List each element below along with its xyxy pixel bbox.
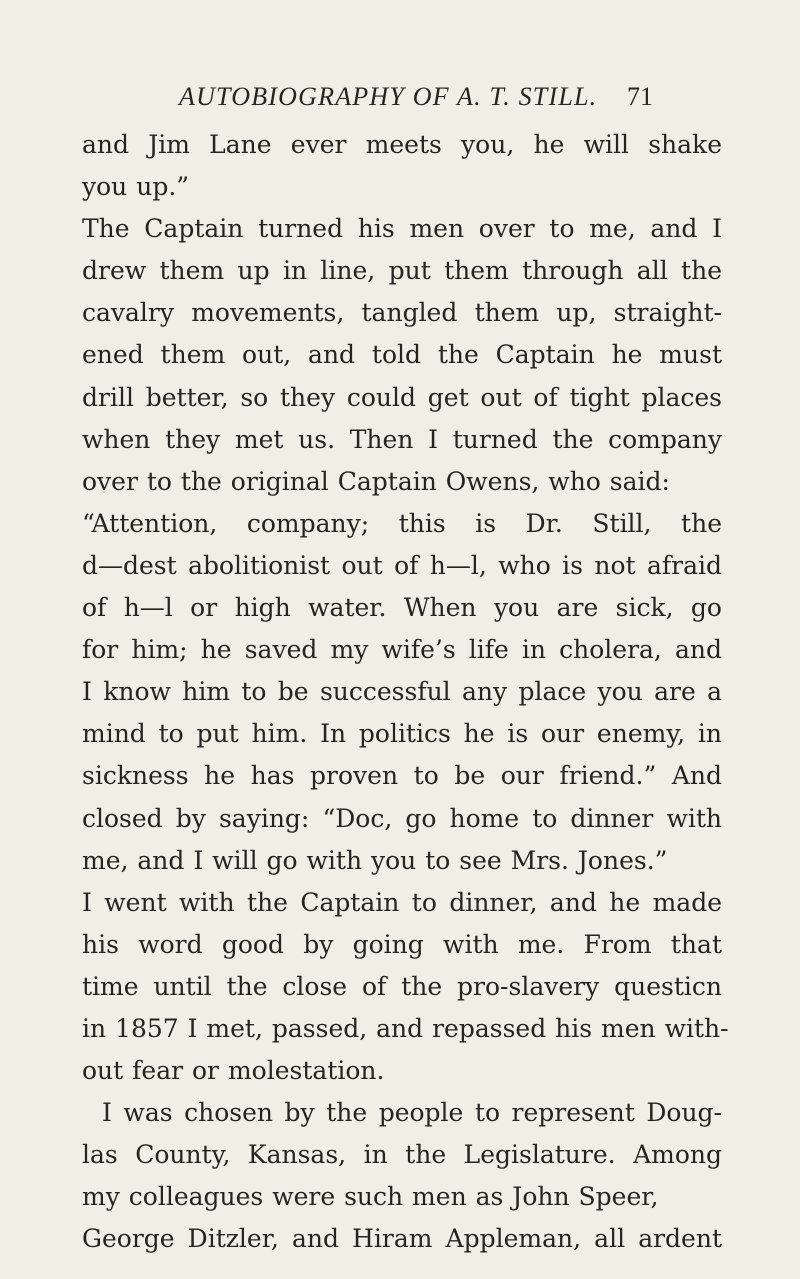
text-line: drew them up in line, put them through all the xyxy=(82,256,722,286)
text-line: mind to put him. In politics he is our enemy, in xyxy=(82,719,722,749)
text-line: I went with the Captain to dinner, and he made xyxy=(82,887,722,917)
text-line: drill better, so they could get out of tight places xyxy=(82,382,722,412)
text-line: d—dest abolitionist out of h—l, who is not afraid xyxy=(82,550,722,580)
text-line: I know him to be successful any place you are a xyxy=(82,677,722,707)
text-line: I was chosen by the people to represent Doug- xyxy=(102,1098,722,1128)
text-line: for him; he saved my wife’s life in cholera, and xyxy=(82,635,722,665)
text-line: cavalry movements, tangled them up, straight- xyxy=(82,298,722,328)
text-line: and Jim Lane ever meets you, he will shake xyxy=(82,130,722,159)
text-line: in 1857 I met, passed, and repassed his men with- xyxy=(82,1013,729,1043)
text-line: closed by saying: “Doc, go home to dinner with xyxy=(82,803,722,833)
text-line: The Captain turned his men over to me, and I xyxy=(82,214,722,244)
running-head xyxy=(0,82,800,116)
text-line: ened them out, and told the Captain he must xyxy=(82,340,722,370)
text-line: sickness he has proven to be our friend.” And xyxy=(82,761,722,791)
page-number: 71 xyxy=(627,82,653,111)
running-title: AUTOBIOGRAPHY OF A. T. STILL. xyxy=(179,82,598,111)
text-line: his word good by going with me. From that xyxy=(82,929,722,959)
text-line: of h—l or high water. When you are sick, go xyxy=(82,593,722,623)
text-line: time until the close of the pro-slavery questicn xyxy=(82,971,722,1001)
text-line: las County, Kansas, in the Legislature. Among xyxy=(82,1140,722,1170)
text-line: me, and I will go with you to see Mrs. Jones.” xyxy=(82,845,668,875)
text-line: George Ditzler, and Hiram Appleman, all ardent xyxy=(82,1224,722,1254)
text-line: out fear or molestation. xyxy=(82,1056,385,1086)
text-line: my colleagues were such men as John Speer, xyxy=(82,1182,659,1212)
text-line: when they met us. Then I turned the company xyxy=(82,424,722,454)
text-line: you up.” xyxy=(82,172,190,202)
text-line: “Attention, company; this is Dr. Still, the xyxy=(82,508,722,538)
body-text xyxy=(82,124,729,1261)
text-line: over to the original Captain Owens, who said: xyxy=(82,466,670,496)
